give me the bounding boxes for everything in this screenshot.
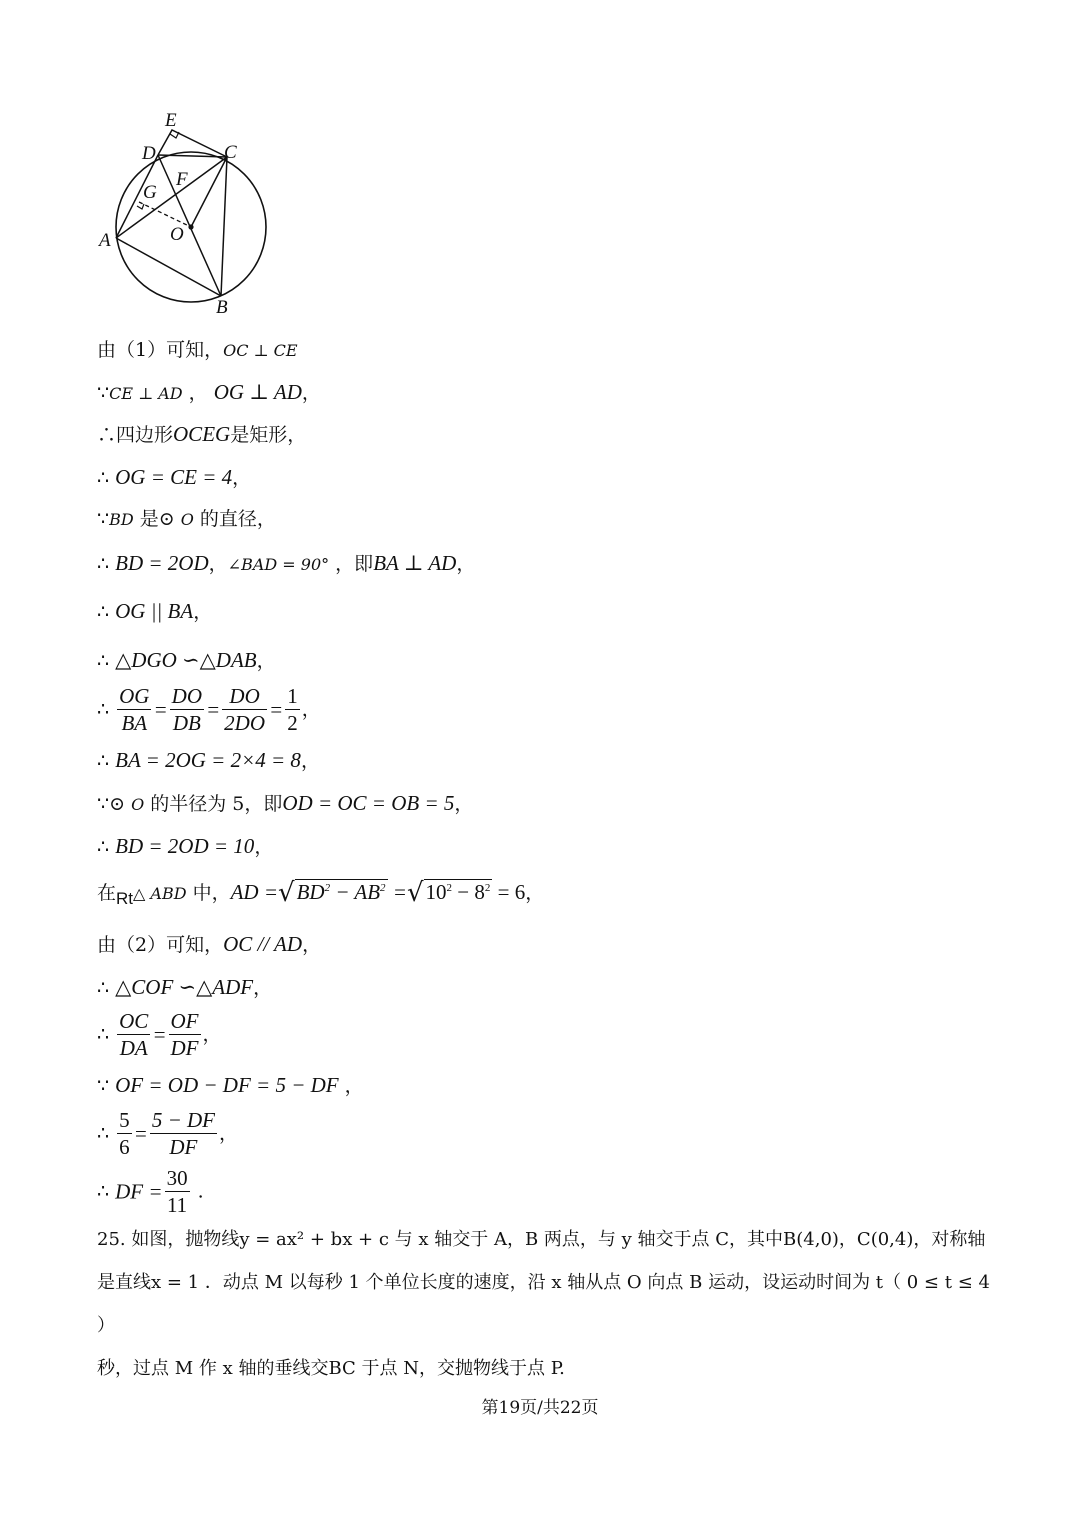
fraction xyxy=(170,686,204,734)
step-text: ∴ xyxy=(97,977,116,999)
equals: = xyxy=(152,1022,167,1047)
denominator: 11 xyxy=(166,1193,188,1217)
step-1 xyxy=(97,382,321,403)
step-text: ， xyxy=(202,1023,222,1046)
line-ce-ed xyxy=(158,130,227,157)
step-text: ， xyxy=(456,553,476,575)
step-text: ， xyxy=(302,934,322,956)
step-math: BA ⊥ AD xyxy=(373,551,457,575)
problem-line: 是直线x = 1 ．动点 M 以每秒 1 个单位长度的速度，沿 x 轴从点 O 向点 B 运动，设运动时间为 t（ 0 ≤ t ≤ 4 ） xyxy=(97,1272,990,1336)
step-math: BD = 2OD xyxy=(115,551,209,575)
step-11 xyxy=(97,836,273,857)
step-text: ∴四边形 xyxy=(97,424,174,446)
step-15 xyxy=(97,1011,222,1059)
denominator: DF xyxy=(170,1036,199,1060)
step-text: ， xyxy=(338,1075,364,1097)
denominator: DB xyxy=(172,711,201,735)
denominator: 6 xyxy=(119,1135,130,1159)
label-o: O xyxy=(170,224,184,245)
exponent: 2 xyxy=(324,882,331,894)
fraction xyxy=(165,1168,190,1216)
denominator: DF xyxy=(169,1135,198,1159)
numerator: 5 xyxy=(119,1108,130,1132)
label-a: A xyxy=(99,230,111,251)
rt-label: Rt xyxy=(116,889,134,908)
step-math: DF = xyxy=(115,1179,163,1204)
step-math: OG ⊥ AD xyxy=(213,380,302,404)
step-math: OF = OD − DF = 5 − DF xyxy=(115,1073,339,1097)
fraction xyxy=(117,1011,150,1059)
line-dc xyxy=(158,155,227,157)
step-text: ， xyxy=(301,382,321,404)
denominator: BA xyxy=(121,711,148,735)
step-text: ∵⊙ xyxy=(97,793,132,815)
label-e: E xyxy=(165,110,177,131)
step-text: ， xyxy=(301,698,321,721)
numerator: OF xyxy=(170,1009,199,1033)
equals: = xyxy=(153,697,168,722)
step-text: ， xyxy=(208,553,228,575)
step-18 xyxy=(97,1168,204,1216)
fraction xyxy=(285,686,300,734)
step-5 xyxy=(97,553,475,574)
step-text: ， xyxy=(254,836,274,858)
step-math: OC ⊥ CE xyxy=(223,341,298,360)
page-footer: 第19页/共22页 xyxy=(481,1398,599,1418)
step-text: ， xyxy=(300,750,320,772)
step-math: OG || BA xyxy=(115,599,194,623)
radicand-term: − 8 xyxy=(452,880,485,904)
step-math: OG = CE = 4 xyxy=(115,465,233,489)
step-text: ， xyxy=(232,467,252,489)
right-angle-g xyxy=(137,204,144,209)
step-math: CE ⊥ AD xyxy=(109,384,183,403)
step-text: ， xyxy=(218,1122,238,1145)
line-ab xyxy=(116,238,221,296)
step-8 xyxy=(97,686,321,734)
step-text: ∴ xyxy=(97,650,116,672)
fraction xyxy=(169,1011,201,1059)
exponent: 2 xyxy=(380,882,386,894)
step-math: ∠BAD = 90° xyxy=(227,555,330,574)
step-text: ∵ xyxy=(97,382,110,404)
step-math: △COF ∽△ADF xyxy=(115,975,254,999)
problem-line: 秒，过点 M 作 x 轴的垂线交BC 于点 N，交抛物线于点 P. xyxy=(97,1358,565,1379)
step-text: ∴ xyxy=(97,698,116,721)
problem-line: 25. 如图，抛物线y = ax² + bx + c 与 x 轴交于 A，B 两点，与 y 轴交于点 C，其中B(4,0)，C(0,4)，对称轴 xyxy=(97,1229,986,1250)
step-text: 中， xyxy=(186,882,231,904)
numerator: DO xyxy=(171,684,202,708)
circle-figure xyxy=(90,105,290,320)
step-math: OCEG xyxy=(173,422,231,446)
step-math: AD = xyxy=(230,880,279,904)
step-17 xyxy=(97,1110,238,1158)
step-9 xyxy=(97,750,320,771)
sqrt-radicand xyxy=(295,879,388,903)
step-math: BA = 2OG = 2×4 = 8 xyxy=(115,748,301,772)
step-text: 由（2）可知， xyxy=(97,934,224,956)
step-text: 是矩形， xyxy=(230,424,307,446)
equals: = xyxy=(387,880,407,904)
numerator: 5 − DF xyxy=(151,1108,215,1132)
step-math: O xyxy=(180,510,194,529)
label-f: F xyxy=(176,169,188,190)
radicand-term: − AB xyxy=(330,880,381,904)
step-text: ∴ xyxy=(97,601,116,623)
step-0 xyxy=(97,341,298,360)
step-math: O xyxy=(131,795,145,814)
step-text: ， xyxy=(193,601,213,623)
sqrt-sign: √ xyxy=(406,878,424,908)
step-13 xyxy=(97,934,321,955)
step-text: ， xyxy=(525,882,545,904)
step-text: 的直径， xyxy=(193,508,276,530)
step-16 xyxy=(97,1075,364,1096)
step-text: ， xyxy=(253,977,273,999)
step-text: 由（1）可知， xyxy=(97,339,224,361)
label-b: B xyxy=(216,297,228,318)
step-3 xyxy=(97,467,251,488)
step-math: OC // AD xyxy=(223,932,303,956)
step-6 xyxy=(97,601,212,622)
center-dot xyxy=(188,224,193,229)
line-oc xyxy=(191,157,227,227)
fraction xyxy=(117,686,151,734)
step-text: ， xyxy=(454,793,474,815)
step-text: ∴ xyxy=(97,1023,116,1046)
sqrt-radicand xyxy=(424,879,493,903)
label-d: D xyxy=(142,143,156,164)
numerator: OC xyxy=(119,1009,149,1033)
equals: = xyxy=(269,697,284,722)
step-text: 的半径为 5，即 xyxy=(144,793,283,815)
step-7 xyxy=(97,650,276,671)
exponent: 2 xyxy=(484,882,491,894)
problem-25 xyxy=(97,1218,997,1390)
step-text: ∴ xyxy=(97,1180,116,1203)
step-text: ∴ xyxy=(97,750,116,772)
step-math: = 6 xyxy=(492,880,526,904)
radicand-term: 10 xyxy=(425,880,447,904)
numerator: DO xyxy=(222,686,267,710)
step-12 xyxy=(97,879,544,907)
step-text: ∴ xyxy=(97,1122,116,1145)
equals: = xyxy=(133,1121,148,1146)
fraction xyxy=(150,1110,217,1158)
step-10 xyxy=(97,793,473,814)
sqrt-sign: √ xyxy=(278,878,295,908)
step-text: ∵ xyxy=(97,1075,116,1097)
equals: = xyxy=(206,697,221,722)
step-math: BD = 2OD = 10 xyxy=(115,834,255,858)
step-2 xyxy=(97,424,306,445)
step-math: △ ABD xyxy=(133,884,187,903)
radicand-term: BD xyxy=(296,880,325,904)
step-text: ∴ xyxy=(97,836,116,858)
step-4 xyxy=(97,510,276,529)
numerator: 30 xyxy=(166,1166,188,1190)
step-text: 在 xyxy=(97,882,117,904)
label-g: G xyxy=(143,182,157,203)
exponent: 2 xyxy=(446,882,453,894)
step-text: ，即 xyxy=(329,553,374,575)
denominator: 2 xyxy=(287,711,298,735)
step-text: ， xyxy=(256,650,276,672)
step-math: BD xyxy=(109,510,134,529)
step-text: ∵ xyxy=(97,508,110,530)
step-math: △DGO ∽△DAB xyxy=(115,648,257,672)
step-text: ， xyxy=(182,382,214,404)
fraction xyxy=(117,1110,132,1158)
step-math: OD = OC = OB = 5 xyxy=(282,791,455,815)
step-14 xyxy=(97,977,272,998)
fraction xyxy=(222,686,267,734)
step-text: ∴ xyxy=(97,553,116,575)
denominator: 2DO xyxy=(224,711,266,735)
step-text: . xyxy=(191,1180,204,1203)
denominator: DA xyxy=(119,1036,148,1060)
numerator: OG xyxy=(119,684,150,708)
label-c: C xyxy=(224,142,237,163)
line-cb xyxy=(221,157,227,296)
step-text: ∴ xyxy=(97,467,116,489)
step-text: 是⊙ xyxy=(133,508,181,530)
numerator: 1 xyxy=(287,684,298,708)
